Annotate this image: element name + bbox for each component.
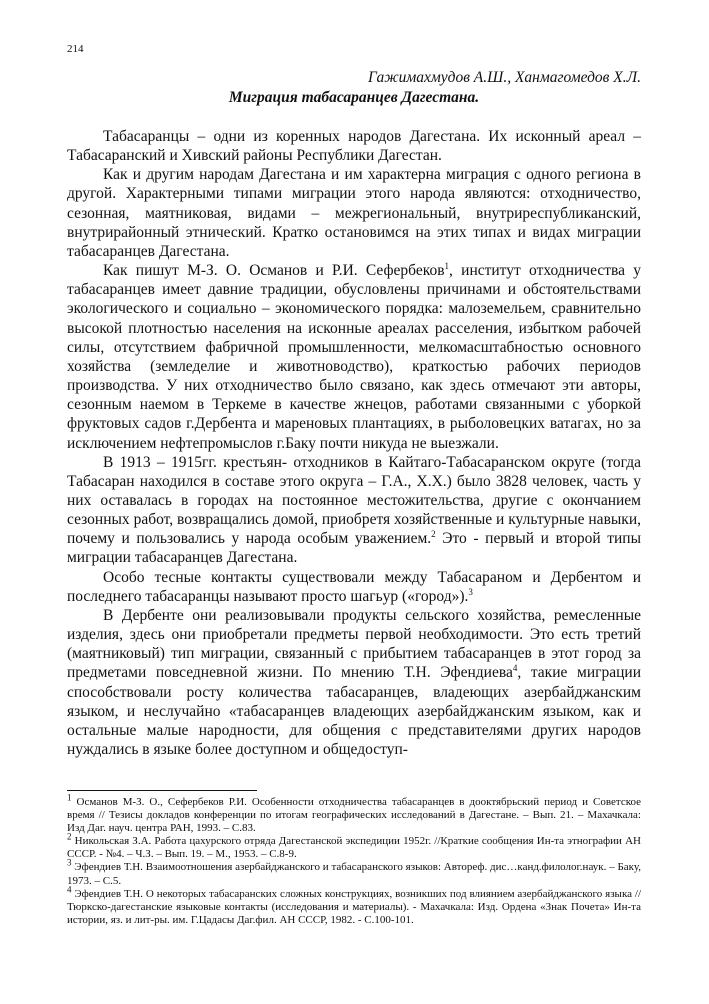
paragraph bbox=[67, 568, 641, 606]
article-title: Миграция табасаранцев Дагестана. bbox=[228, 89, 480, 106]
footnote-mark: 1 bbox=[67, 792, 72, 803]
footnote-ref: 3 bbox=[468, 586, 473, 597]
paragraph-text: Особо тесные контакты существовали между Табасараном и Дербентом и последнего табасаранцы называют просто шагьур («город»). bbox=[67, 568, 641, 605]
footnotes bbox=[67, 792, 641, 927]
footnote-text: Эфендиев Т.Н. О некоторых табасаранских сложных конструкциях, возникших под влиянием азербайджанского языка //Тюркско-дагестанские языковые контакты (исследования и материалы). - Махачкала: Изд. Ордена «Знак Почета» Ин-та истории, яз. и лит-ры. им. Г.Цадасы Даг.фил. АН СССР, 1982. - С.100-101. bbox=[67, 887, 641, 926]
paragraph-text: Это - первый и второй типы миграции табасаранцев Дагестана. bbox=[67, 530, 641, 567]
footnote-ref: 1 bbox=[444, 260, 450, 271]
footnote-ref: 4 bbox=[512, 663, 518, 674]
footnote-ref: 2 bbox=[431, 529, 436, 540]
footnote-mark: 4 bbox=[67, 884, 72, 894]
footnote bbox=[67, 831, 641, 861]
paragraph bbox=[67, 606, 641, 759]
paragraph bbox=[67, 261, 641, 453]
footnote-divider bbox=[67, 790, 257, 791]
footnote-text: Османов М-З. О., Сефербеков Р.И. Особенности отходничества табасаранцев в дооктябрьский период и Советское время // Тезисы докладов конференции по итогам географических исследований в Дагестане. – Вып. 21. – Махачкала: Изд Даг. науч. центра РАН, 1993. – С.83. bbox=[67, 796, 641, 835]
paragraph-text: В 1913 – 1915гг. крестьян- отходников в Кайтаго-Табасаранском округе (тогда Табасаран находился в составе этого округа – Г.А., Х.Х.) было 3828 человек, часть у них оставалась в городах на постоянное местожительства, другие с окончанием сезонных работ, возвращались домой, приобретя хозяйственные и культурные навыки, почему и пользовались у народа особым уважением. bbox=[67, 453, 641, 548]
footnote-mark: 3 bbox=[67, 857, 72, 868]
paragraph-text: В Дербенте они реализовывали продукты сельского хозяйства, ремесленные изделия, здесь они приобретали предметы первой необходимости. Это есть третий (маятниковый) тип миграции, связанный с прибытием табасаранцев в этот город за предметами повседневной жизни. По мнению Т.Н. Эфендиева bbox=[67, 606, 641, 682]
paragraph-text: Как пишут М-З. О. Османов и Р.И. Сефербеков bbox=[103, 262, 445, 280]
footnote-mark: 2 bbox=[67, 831, 72, 842]
paragraph-text: , такие миграции способствовали росту количества табасаранцев, владеющих азербайджанским языком, и неслучайно «табасаранцев владеющих азербайджанским языком, как и остальные малые народности, для общения с представителями других народов нуждались в языке более доступном и общедоступ- bbox=[67, 664, 641, 758]
article-body bbox=[67, 127, 641, 759]
paragraph bbox=[67, 453, 641, 568]
footnote-text: Эфендиев Т.Н. Взаимоотношения азербайджанского и табасаранского языков: Автореф. дис…канд.филолог.наук. – Баку, 1973. – С.5. bbox=[67, 861, 641, 887]
page-number: 214 bbox=[67, 43, 84, 55]
paragraph-text: , институт отходничества у табасаранцев имеет давние традиции, обусловлены причинами и обстоятельствами экологического и социально – экономического порядка: малоземельем, сравнительно высокой плотностью населения на исконные ареалах расселения, избытком рабочей силы, отсутствием фабричной промышленности, мелкомасштабностью основного хозяйства (земледелие и животноводство), краткостью рабочих периодов производства. У них отходничество было связано, как здесь отмечают эти авторы, сезонным наемом в Теркеме в качестве жнецов, работами связанными с уборкой фруктовых садов г.Дербента и мареновых плантациях, в рыболовецких ватагах, но за исключением нефтепромыслов г.Баку почти никуда не выезжали. bbox=[67, 262, 641, 452]
paragraph: Табасаранцы – одни из коренных народов Дагестана. Их исконный ареал – Табасаранский и Хивский районы Республики Дагестан. bbox=[67, 128, 641, 165]
footnote bbox=[67, 792, 641, 835]
footnote bbox=[67, 857, 641, 887]
paragraph: Как и другим народам Дагестана и им характерна миграция с одного региона в другой. Характерными типами миграции этого народа являются: отходничество, сезонная, маятниковая, видами – межрегиональный, внутриреспубликанский, внутрирайонный этнический. Кратко остановимся на этих типах и видах миграции табасаранцев Дагестана. bbox=[67, 166, 641, 260]
footnote bbox=[67, 884, 641, 927]
article-authors: Гажимахмудов А.Ш., Ханмагомедов Х.Л. bbox=[368, 69, 641, 86]
footnote-text: Никольская З.А. Работа цахурского отряда Дагестанской экспедиции 1952г. //Краткие сообщения Ин-та этнографии АН СССР. - №4. – Ч.З. – Вып. 19. – М., 1953. – С.8-9. bbox=[67, 835, 641, 861]
